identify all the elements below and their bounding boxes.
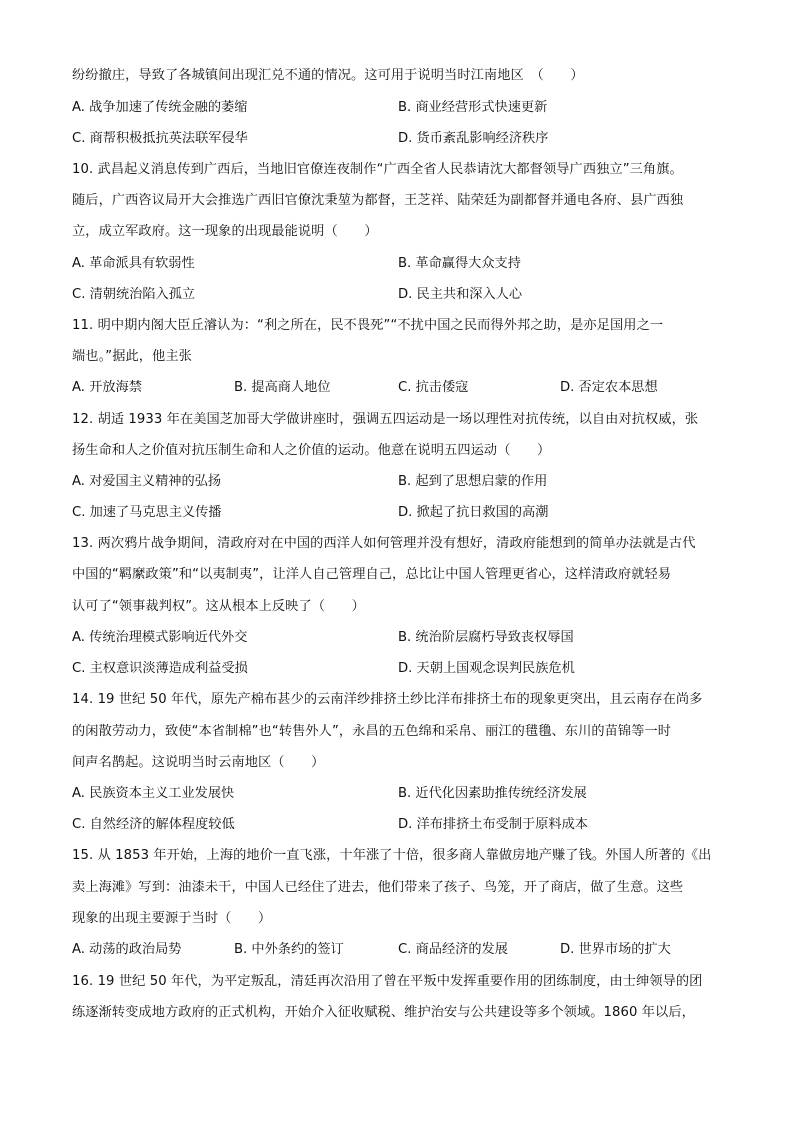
q9-option-b[interactable]: B. 商业经营形式快速更新 [398, 100, 548, 115]
q13-option-c[interactable]: C. 主权意识淡薄造成利益受损 [72, 661, 248, 676]
q9-option-a[interactable]: A. 战争加速了传统金融的萎缩 [72, 100, 248, 115]
q9-option-c[interactable]: C. 商帮积极抵抗英法联军侵华 [72, 131, 248, 146]
q15-option-c[interactable]: C. 商品经济的发展 [398, 942, 508, 957]
q10-option-a[interactable]: A. 革命派具有软弱性 [72, 256, 195, 271]
q14-option-c[interactable]: C. 自然经济的解体程度较低 [72, 817, 235, 832]
q10-stem-line: 立，成立军政府。这一现象的出现最能说明（ ） [72, 224, 378, 239]
q10-stem-line: 随后，广西咨议局开大会推选广西旧官僚沈秉堃为都督，王芝祥、陆荣廷为副都督并通电各府、县广西独 [72, 193, 684, 208]
q12-option-c[interactable]: C. 加速了马克思主义传播 [72, 505, 222, 520]
q13-stem-line: 13. 两次鸦片战争期间，清政府对在中国的西洋人如何管理并没有想好，清政府能想到的简单办法就是古代 [72, 536, 696, 551]
q16-stem-line: 练逐渐转变成地方政府的正式机构，开始介入征收赋税、维护治安与公共建设等多个领域。1860 年以后， [72, 1005, 695, 1020]
q14-option-a[interactable]: A. 民族资本主义工业发展快 [72, 786, 235, 801]
q12-option-a[interactable]: A. 对爱国主义精神的弘扬 [72, 474, 222, 489]
q10-option-c[interactable]: C. 清朝统治陷入孤立 [72, 287, 196, 302]
q16-stem-line: 16. 19 世纪 50 年代，为平定叛乱，清廷再次沿用了曾在平叛中发挥重要作用的团练制度，由士绅领导的团 [72, 974, 703, 989]
q13-option-a[interactable]: A. 传统治理模式影响近代外交 [72, 630, 248, 645]
q15-option-a[interactable]: A. 动荡的政治局势 [72, 942, 182, 957]
q13-stem-line: 认可了“领事裁判权”。这从根本上反映了（ ） [72, 599, 365, 614]
q14-option-b[interactable]: B. 近代化因素助推传统经济发展 [398, 786, 587, 801]
q11-stem-line: 端也。”据此，他主张 [72, 349, 192, 364]
q13-option-d[interactable]: D. 天朝上国观念误判民族危机 [398, 661, 575, 676]
q9-stem-line: 纷纷撤庄，导致了各城镇间出现汇兑不通的情况。这可用于说明当时江南地区 （ ） [72, 68, 584, 83]
q15-stem-line: 现象的出现主要源于当时（ ） [72, 911, 272, 926]
q15-stem-line: 15. 从 1853 年开始，上海的地价一直飞涨，十年涨了十倍，很多商人靠做房地产赚了钱。外国人所著的《出 [72, 848, 712, 863]
q15-option-d[interactable]: D. 世界市场的扩大 [560, 942, 671, 957]
q14-stem-line: 间声名鹊起。这说明当时云南地区（ ） [72, 755, 325, 770]
q11-option-b[interactable]: B. 提高商人地位 [234, 380, 331, 395]
q12-option-d[interactable]: D. 掀起了抗日救国的高潮 [398, 505, 549, 520]
q10-stem-line: 10. 武昌起义消息传到广西后，当地旧官僚连夜制作“广西全省人民恭请沈大都督领导广西独立”三角旗。 [72, 162, 683, 177]
q9-option-d[interactable]: D. 货币紊乱影响经济秩序 [398, 131, 549, 146]
q12-stem-line: 12. 胡适 1933 年在美国芝加哥大学做讲座时，强调五四运动是一场以理性对抗传统，以自由对抗权威，张 [72, 412, 699, 427]
q12-option-b[interactable]: B. 起到了思想启蒙的作用 [398, 474, 548, 489]
q11-stem-line: 11. 明中期内阁大臣丘濬认为：“利之所在，民不畏死”“不扰中国之民而得外邦之助，是亦足国用之一 [72, 318, 664, 333]
q11-option-a[interactable]: A. 开放海禁 [72, 380, 142, 395]
q14-option-d[interactable]: D. 洋布排挤土布受制于原料成本 [398, 817, 588, 832]
q14-stem-line: 14. 19 世纪 50 年代，原先产棉布甚少的云南洋纱排挤土纱比洋布排挤土布的现象更突出，且云南存在尚多 [72, 692, 703, 707]
q10-option-d[interactable]: D. 民主共和深入人心 [398, 287, 523, 302]
q10-option-b[interactable]: B. 革命赢得大众支持 [398, 256, 521, 271]
q15-option-b[interactable]: B. 中外条约的签订 [234, 942, 344, 957]
q13-stem-line: 中国的“羁縻政策”和“以夷制夷”，让洋人自己管理自己，总比让中国人管理更省心，这样清政府就轻易 [72, 567, 672, 582]
q11-option-d[interactable]: D. 否定农本思想 [560, 380, 658, 395]
q13-option-b[interactable]: B. 统治阶层腐朽导致丧权辱国 [398, 630, 574, 645]
q11-option-c[interactable]: C. 抗击倭寇 [398, 380, 469, 395]
q14-stem-line: 的闲散劳动力，致使“本省制棉”也“转售外人”，永昌的五色绵和采帛、丽江的氆氇、东川的苗锦等一时 [72, 724, 672, 739]
q15-stem-line: 卖上海滩》写到：油漆未干，中国人已经住了进去，他们带来了孩子、鸟笼，开了商店，做了生意。这些 [72, 880, 684, 895]
q12-stem-line: 扬生命和人之价值对抗压制生命和人之价值的运动。他意在说明五四运动（ ） [72, 443, 551, 458]
